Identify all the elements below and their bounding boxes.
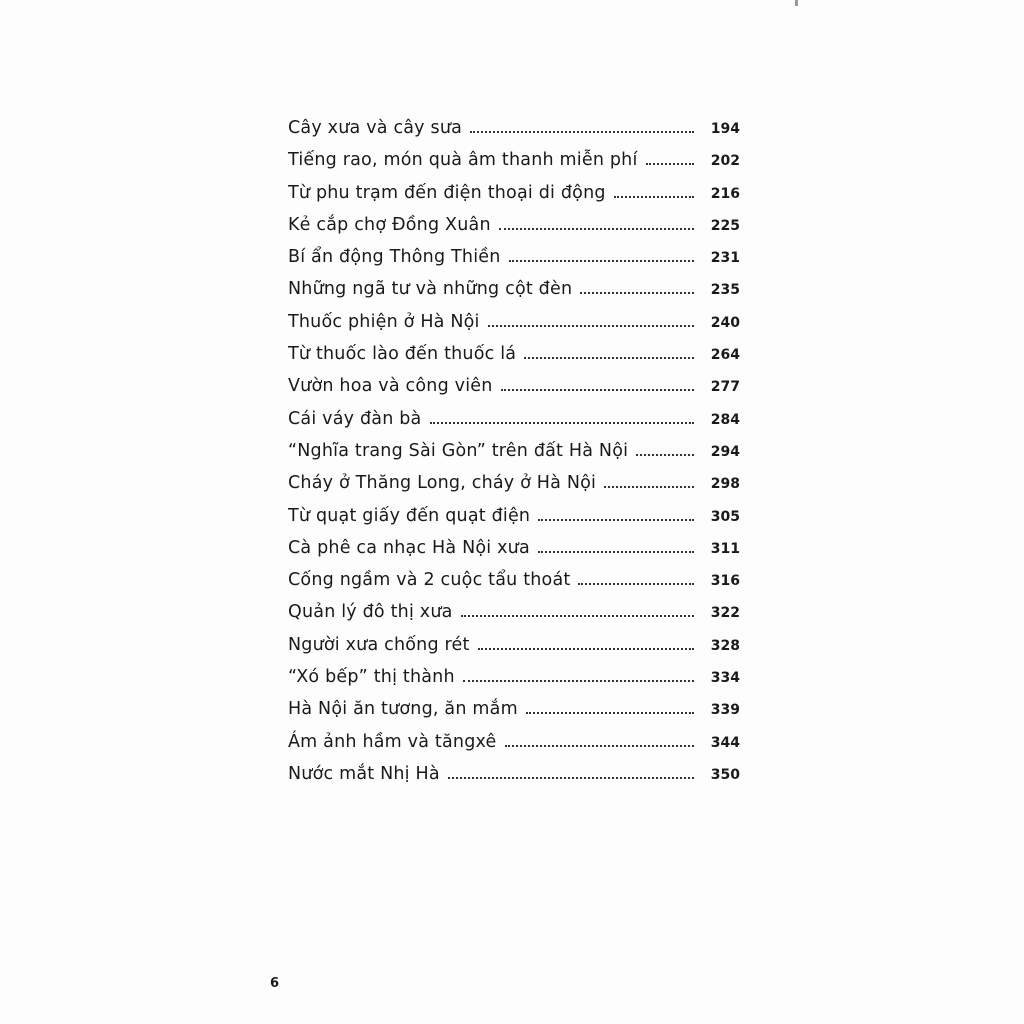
toc-entry-page-number: 350 xyxy=(710,766,740,783)
toc-entry-page-number: 202 xyxy=(710,153,740,170)
page-number: 6 xyxy=(270,976,280,991)
toc-entry-page-number: 294 xyxy=(710,443,740,460)
toc-entry-page-number: 235 xyxy=(710,282,740,299)
toc-entry xyxy=(288,306,740,338)
toc-entry xyxy=(288,338,740,370)
toc-entry xyxy=(288,661,740,693)
toc-dot-leader xyxy=(470,131,694,133)
toc-dot-leader xyxy=(478,648,694,650)
toc-dot-leader xyxy=(524,357,694,359)
toc-entry xyxy=(288,403,740,435)
toc-entry xyxy=(288,435,740,467)
toc-dot-leader xyxy=(463,680,694,682)
toc-entry-title: Cây xưa và cây sưa xyxy=(288,118,463,138)
toc-entry xyxy=(288,273,740,305)
toc-entry-title: Thuốc phiện ở Hà Nội xyxy=(288,311,480,332)
toc-entry-page-number: 194 xyxy=(710,121,740,137)
toc-entry-page-number: 344 xyxy=(710,734,740,751)
toc-entry-title: Cái váy đàn bà xyxy=(288,408,422,429)
table-of-contents xyxy=(288,112,740,790)
toc-entry-page-number: 277 xyxy=(710,379,740,396)
toc-entry-page-number: 322 xyxy=(710,605,740,622)
toc-entry-page-number: 334 xyxy=(710,670,740,687)
toc-dot-leader xyxy=(578,583,694,585)
toc-entry-title: Bí ẩn động Thông Thiền xyxy=(288,247,501,268)
toc-entry xyxy=(288,500,740,532)
toc-dot-leader xyxy=(499,228,694,230)
toc-entry-title: Quản lý đô thị xưa xyxy=(288,602,453,623)
toc-entry-page-number: 225 xyxy=(710,217,740,234)
toc-entry-title: Từ thuốc lào đến thuốc lá xyxy=(288,344,517,365)
toc-entry-title: Cống ngầm và 2 cuộc tẩu thoát xyxy=(288,570,571,591)
toc-entry-title: Từ quạt giấy đến quạt điện xyxy=(288,505,531,526)
toc-entry xyxy=(288,144,740,176)
toc-entry xyxy=(288,629,740,661)
toc-entry-page-number: 216 xyxy=(710,185,740,202)
toc-entry-title: Nước mắt Nhị Hà xyxy=(288,763,440,784)
toc-entry xyxy=(288,758,740,790)
toc-entry-title: Người xưa chống rét xyxy=(288,634,470,655)
toc-entry-title: Ám ảnh hầm và tăngxê xyxy=(288,731,497,752)
toc-entry-page-number: 298 xyxy=(710,476,740,493)
toc-entry-title: Tiếng rao, món quà âm thanh miễn phí xyxy=(288,150,638,171)
toc-dot-leader xyxy=(505,745,695,747)
toc-dot-leader xyxy=(580,292,694,294)
toc-dot-leader xyxy=(538,519,694,521)
toc-entry-title: Cháy ở Thăng Long, cháy ở Hà Nội xyxy=(288,473,597,494)
toc-entry xyxy=(288,726,740,758)
toc-entry xyxy=(288,693,740,725)
toc-entry-page-number: 231 xyxy=(710,250,740,267)
toc-entry xyxy=(288,564,740,596)
toc-entry xyxy=(288,177,740,209)
toc-entry-title: Cà phê ca nhạc Hà Nội xưa xyxy=(288,537,530,558)
toc-dot-leader xyxy=(509,260,694,262)
toc-entry-title: Kẻ cắp chợ Đồng Xuân xyxy=(288,214,491,235)
toc-entry xyxy=(288,532,740,564)
page-edge-mark xyxy=(795,0,798,6)
toc-entry-title: “Nghĩa trang Sài Gòn” trên đất Hà Nội xyxy=(288,440,629,461)
toc-entry-title: “Xó bếp” thị thành xyxy=(288,667,455,688)
toc-dot-leader xyxy=(501,389,694,391)
toc-entry-page-number: 240 xyxy=(710,314,740,331)
toc-entry-title: Từ phu trạm đến điện thoại di động xyxy=(288,182,606,203)
toc-entry-page-number: 284 xyxy=(710,411,740,428)
toc-entry-page-number: 328 xyxy=(710,637,740,654)
toc-entry xyxy=(288,370,740,402)
toc-entry-title: Những ngã tư và những cột đèn xyxy=(288,279,573,300)
toc-entry-title: Hà Nội ăn tương, ăn mắm xyxy=(288,699,518,720)
toc-entry xyxy=(288,596,740,628)
toc-entry-page-number: 305 xyxy=(710,508,740,525)
toc-entry-title: Vườn hoa và công viên xyxy=(288,376,493,397)
toc-entry-page-number: 316 xyxy=(710,573,740,590)
toc-dot-leader xyxy=(646,163,694,165)
toc-dot-leader xyxy=(488,325,694,327)
toc-entry xyxy=(288,467,740,499)
toc-dot-leader xyxy=(461,615,694,617)
toc-entry xyxy=(288,112,740,144)
toc-dot-leader xyxy=(430,422,695,424)
toc-entry xyxy=(288,241,740,273)
toc-entry-page-number: 339 xyxy=(710,702,740,719)
toc-entry xyxy=(288,209,740,241)
toc-dot-leader xyxy=(526,712,694,714)
toc-dot-leader xyxy=(538,551,694,553)
toc-dot-leader xyxy=(448,777,694,779)
toc-dot-leader xyxy=(636,454,694,456)
toc-dot-leader xyxy=(604,486,694,488)
toc-entry-page-number: 311 xyxy=(710,540,740,557)
toc-entry-page-number: 264 xyxy=(710,347,740,364)
toc-dot-leader xyxy=(614,196,694,198)
